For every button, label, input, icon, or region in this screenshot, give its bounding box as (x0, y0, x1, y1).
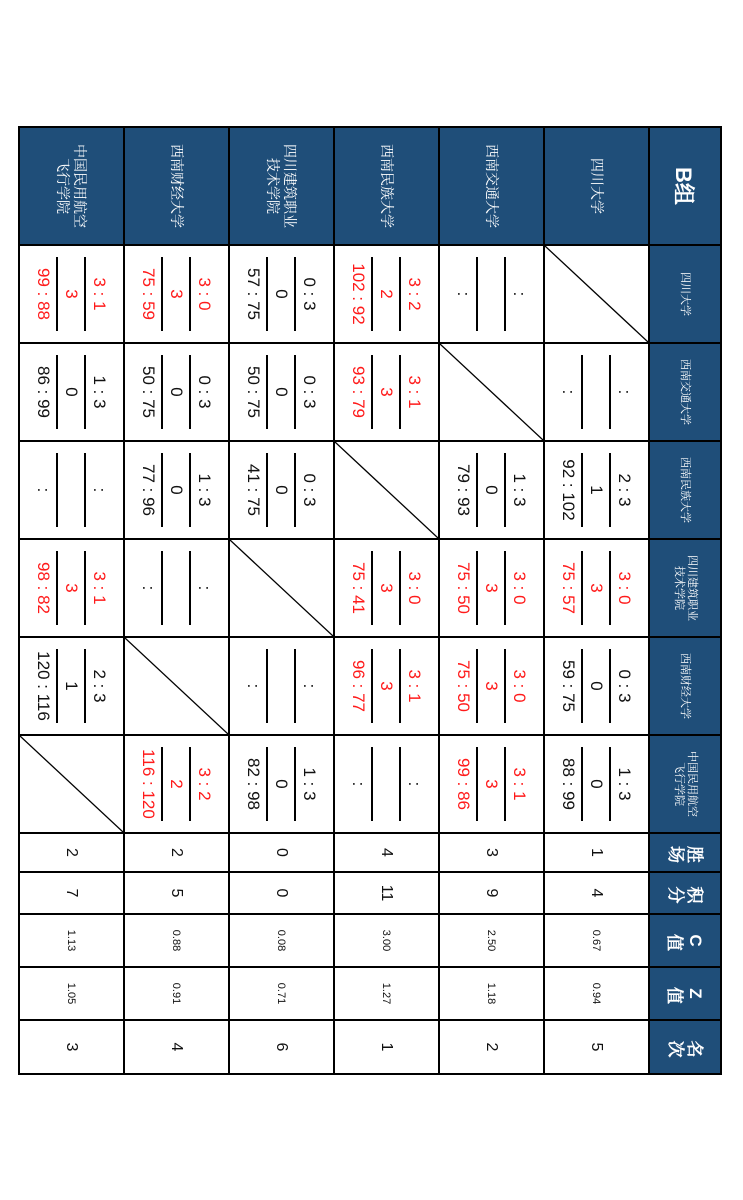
match-result (230, 442, 333, 538)
set-score: 3 : 1 (405, 669, 425, 703)
column-header-team (649, 735, 721, 833)
row-header-team: 西南交通大学 (439, 127, 544, 245)
match-result (125, 540, 228, 636)
match-result (230, 736, 333, 832)
match-result-cell (19, 637, 124, 735)
match-result-cell (544, 735, 649, 833)
diagonal-slash-icon (125, 638, 228, 734)
column-header-wins (649, 833, 721, 872)
stat-rank: 2 (439, 1020, 544, 1074)
stat-rank: 6 (229, 1020, 334, 1074)
divider-line (295, 355, 297, 429)
set-score: 0 : 3 (615, 669, 635, 703)
divider-line (267, 355, 269, 429)
match-points: 3 (482, 779, 502, 789)
point-score: 120 : 116 (34, 651, 54, 721)
point-score: 82 : 98 (244, 758, 264, 810)
divider-line (477, 649, 479, 723)
column-header-label: 胜场 (666, 843, 704, 862)
stat-z-value: 0.91 (124, 967, 229, 1020)
match-points: 0 (482, 485, 502, 495)
divider-line (372, 257, 374, 331)
divider-line (372, 649, 374, 723)
divider-line (400, 551, 402, 625)
match-result (20, 638, 123, 734)
column-header-label: Z值 (665, 984, 705, 1003)
match-result-cell (544, 539, 649, 637)
divider-line (162, 257, 164, 331)
match-points: 1 (587, 485, 607, 495)
set-score: : (405, 781, 425, 787)
column-header-team: 西南财经大学 (649, 637, 721, 735)
match-points: 3 (482, 583, 502, 593)
match-result-cell (124, 245, 229, 343)
set-score: 1 : 3 (300, 767, 320, 801)
column-header-team (649, 539, 721, 637)
divider-line (295, 453, 297, 527)
stat-points: 9 (439, 872, 544, 914)
group-standings-sheet (21, 126, 722, 1073)
divider-line (400, 257, 402, 331)
row-header-line: 四川建筑职业 (282, 144, 299, 228)
column-header-team: 四川大学 (649, 245, 721, 343)
set-score: : (510, 291, 530, 297)
match-result (20, 246, 123, 342)
divider-line (57, 355, 59, 429)
divider-line (190, 747, 192, 821)
match-points: 0 (272, 779, 292, 789)
divider-line (505, 747, 507, 821)
stat-wins: 2 (19, 833, 124, 872)
divider-line (162, 355, 164, 429)
match-result (545, 442, 648, 538)
match-result (20, 442, 123, 538)
divider-line (477, 747, 479, 821)
match-result (335, 736, 438, 832)
stat-wins: 1 (544, 833, 649, 872)
match-result-cell (544, 637, 649, 735)
point-score: 50 : 75 (244, 366, 264, 418)
set-score: 3 : 1 (90, 277, 110, 311)
match-points: 2 (167, 779, 187, 789)
team-row (19, 127, 124, 1074)
point-score: 59 : 75 (559, 660, 579, 712)
self-match-cell (124, 637, 229, 735)
match-result (335, 344, 438, 440)
match-result-cell (19, 441, 124, 539)
divider-line (295, 747, 297, 821)
point-score: 99 : 88 (34, 268, 54, 320)
stat-wins: 4 (334, 833, 439, 872)
set-score: 0 : 3 (300, 375, 320, 409)
row-header-team (19, 127, 124, 245)
set-score: 3 : 2 (405, 277, 425, 311)
point-score: 98 : 82 (34, 562, 54, 614)
stat-wins: 0 (229, 833, 334, 872)
self-match-cell (439, 343, 544, 441)
stat-z-value: 1.05 (19, 967, 124, 1020)
divider-line (505, 453, 507, 527)
divider-line (505, 551, 507, 625)
match-points: 3 (377, 681, 397, 691)
column-header-rank (649, 1020, 721, 1074)
set-score: : (615, 389, 635, 395)
point-score: 77 : 96 (139, 464, 159, 516)
match-result (230, 638, 333, 734)
column-header-label: C值 (665, 931, 705, 950)
stat-c-value: 0.88 (124, 914, 229, 967)
column-header-team: 西南民族大学 (649, 441, 721, 539)
match-result-cell (229, 735, 334, 833)
divider-line (477, 453, 479, 527)
divider-line (162, 747, 164, 821)
match-points: 3 (377, 387, 397, 397)
set-score: 2 : 3 (90, 669, 110, 703)
match-result (20, 344, 123, 440)
set-score: 0 : 3 (300, 473, 320, 507)
divider-line (85, 649, 87, 723)
point-score: 99 : 86 (454, 758, 474, 810)
stat-z-value: 0.94 (544, 967, 649, 1020)
divider-line (85, 551, 87, 625)
row-header-team: 西南民族大学 (334, 127, 439, 245)
stat-points: 7 (19, 872, 124, 914)
diagonal-slash-icon (335, 442, 438, 538)
divider-line (190, 257, 192, 331)
column-header-line: 飞行学院 (673, 762, 685, 806)
point-score: 93 : 79 (349, 366, 369, 418)
match-result-cell (229, 245, 334, 343)
match-result-cell (439, 539, 544, 637)
match-points: 3 (587, 583, 607, 593)
divider-line (267, 257, 269, 331)
set-score: 3 : 1 (510, 767, 530, 801)
match-result-cell (334, 735, 439, 833)
set-score: 1 : 3 (615, 767, 635, 801)
stat-c-value: 0.67 (544, 914, 649, 967)
divider-line (582, 453, 584, 527)
row-header-team: 四川大学 (544, 127, 649, 245)
column-header-c-value (649, 914, 721, 967)
match-result (545, 540, 648, 636)
divider-line (477, 551, 479, 625)
stat-wins: 3 (439, 833, 544, 872)
divider-line (162, 453, 164, 527)
team-row (334, 127, 439, 1074)
point-score: 75 : 59 (139, 268, 159, 320)
match-result (335, 246, 438, 342)
divider-line (190, 355, 192, 429)
match-points: 2 (377, 289, 397, 299)
match-result (440, 638, 543, 734)
match-result-cell (544, 441, 649, 539)
point-score: 75 : 41 (349, 562, 369, 614)
divider-line (372, 355, 374, 429)
point-score: 79 : 93 (454, 464, 474, 516)
row-header-line: 中国民用航空 (72, 144, 89, 228)
stat-z-value: 1.27 (334, 967, 439, 1020)
row-header-team (229, 127, 334, 245)
point-score: 102 : 92 (349, 263, 369, 325)
point-score: 57 : 75 (244, 268, 264, 320)
match-result-cell (439, 441, 544, 539)
column-header-label: 名次 (666, 1037, 704, 1057)
divider-line (582, 649, 584, 723)
match-result (440, 246, 543, 342)
match-points: 0 (62, 387, 82, 397)
divider-line (295, 257, 297, 331)
divider-line (190, 551, 192, 625)
match-result-cell (334, 343, 439, 441)
divider-line (505, 257, 507, 331)
divider-line (477, 257, 479, 331)
set-score: 1 : 3 (195, 473, 215, 507)
stat-c-value: 1.13 (19, 914, 124, 967)
point-score: : (349, 781, 369, 787)
match-result-cell (229, 343, 334, 441)
match-result (545, 736, 648, 832)
stat-c-value: 3.00 (334, 914, 439, 967)
stat-rank: 1 (334, 1020, 439, 1074)
match-result (440, 442, 543, 538)
match-result-cell (439, 637, 544, 735)
stat-points: 11 (334, 872, 439, 914)
divider-line (57, 453, 59, 527)
point-score: : (34, 487, 54, 493)
match-result (125, 246, 228, 342)
point-score: 41 : 75 (244, 464, 264, 516)
stat-c-value: 2.50 (439, 914, 544, 967)
match-result (335, 540, 438, 636)
stat-rank: 4 (124, 1020, 229, 1074)
point-score: : (244, 683, 264, 689)
column-header-line: 四川建筑职业 (686, 555, 698, 621)
point-score: 86 : 99 (34, 366, 54, 418)
divider-line (162, 551, 164, 625)
set-score: : (90, 487, 110, 493)
column-header-line: 技术学院 (673, 566, 685, 610)
diagonal-slash-icon (545, 246, 648, 342)
set-score: 3 : 0 (510, 571, 530, 605)
point-score: 50 : 75 (139, 366, 159, 418)
group-label: B组 (649, 127, 721, 245)
stat-points: 5 (124, 872, 229, 914)
match-result (125, 736, 228, 832)
match-result (335, 638, 438, 734)
match-result-cell (124, 343, 229, 441)
divider-line (505, 649, 507, 723)
match-result-cell (334, 245, 439, 343)
divider-line (372, 551, 374, 625)
set-score: 1 : 3 (510, 473, 530, 507)
match-points: 0 (167, 387, 187, 397)
divider-line (85, 453, 87, 527)
set-score: 3 : 1 (90, 571, 110, 605)
match-points: 0 (272, 387, 292, 397)
row-header-line: 技术学院 (265, 158, 282, 214)
point-score: 116 : 120 (139, 749, 159, 819)
match-result (230, 246, 333, 342)
match-result-cell (124, 539, 229, 637)
point-score: 75 : 50 (454, 562, 474, 614)
match-result-cell (334, 637, 439, 735)
match-result-cell (19, 245, 124, 343)
match-result-cell (334, 539, 439, 637)
match-points: 3 (62, 583, 82, 593)
set-score: 0 : 3 (300, 277, 320, 311)
divider-line (85, 355, 87, 429)
match-result (545, 344, 648, 440)
header-row (649, 127, 721, 1074)
divider-line (582, 747, 584, 821)
team-row (229, 127, 334, 1074)
match-points: 0 (587, 779, 607, 789)
diagonal-slash-icon (230, 540, 333, 636)
divider-line (295, 649, 297, 723)
divider-line (400, 747, 402, 821)
point-score: 75 : 57 (559, 562, 579, 614)
point-score: 75 : 50 (454, 660, 474, 712)
divider-line (610, 747, 612, 821)
self-match-cell (334, 441, 439, 539)
match-points: 3 (377, 583, 397, 593)
match-result-cell (439, 735, 544, 833)
stat-rank: 5 (544, 1020, 649, 1074)
set-score: 0 : 3 (195, 375, 215, 409)
match-result-cell (124, 441, 229, 539)
divider-line (57, 649, 59, 723)
stat-c-value: 0.08 (229, 914, 334, 967)
divider-line (267, 747, 269, 821)
match-result (440, 736, 543, 832)
self-match-cell (19, 735, 124, 833)
set-score: 3 : 1 (405, 375, 425, 409)
match-result-cell (19, 343, 124, 441)
point-score: 96 : 77 (349, 660, 369, 712)
match-points: 3 (167, 289, 187, 299)
match-result (125, 442, 228, 538)
divider-line (582, 551, 584, 625)
row-header-team: 西南财经大学 (124, 127, 229, 245)
divider-line (85, 257, 87, 331)
divider-line (610, 453, 612, 527)
set-score: 3 : 0 (195, 277, 215, 311)
divider-line (400, 355, 402, 429)
stat-rank: 3 (19, 1020, 124, 1074)
stat-z-value: 0.71 (229, 967, 334, 1020)
set-score: 3 : 0 (510, 669, 530, 703)
match-result (230, 344, 333, 440)
match-points: 0 (167, 485, 187, 495)
set-score: 3 : 0 (405, 571, 425, 605)
stat-z-value: 1.18 (439, 967, 544, 1020)
self-match-cell (229, 539, 334, 637)
set-score: 3 : 0 (615, 571, 635, 605)
column-header-z-value (649, 967, 721, 1020)
match-result-cell (439, 245, 544, 343)
match-points: 3 (62, 289, 82, 299)
divider-line (582, 355, 584, 429)
stat-points: 4 (544, 872, 649, 914)
match-points: 3 (482, 681, 502, 691)
set-score: 3 : 2 (195, 767, 215, 801)
set-score: 1 : 3 (90, 375, 110, 409)
column-header-label: 积分 (666, 883, 704, 903)
row-header-line: 飞行学院 (55, 158, 72, 214)
set-score: : (300, 683, 320, 689)
team-row (439, 127, 544, 1074)
team-row (124, 127, 229, 1074)
point-score: : (559, 389, 579, 395)
self-match-cell (544, 245, 649, 343)
match-result (545, 638, 648, 734)
match-points: 1 (62, 681, 82, 691)
set-score: : (195, 585, 215, 591)
divider-line (610, 551, 612, 625)
team-row (544, 127, 649, 1074)
set-score: 2 : 3 (615, 473, 635, 507)
divider-line (372, 747, 374, 821)
match-points: 0 (587, 681, 607, 691)
match-result (440, 540, 543, 636)
diagonal-slash-icon (20, 736, 123, 832)
standings-table (18, 126, 722, 1075)
match-result-cell (229, 441, 334, 539)
divider-line (57, 551, 59, 625)
diagonal-slash-icon (440, 344, 543, 440)
match-result (125, 344, 228, 440)
divider-line (267, 453, 269, 527)
divider-line (400, 649, 402, 723)
match-points: 0 (272, 289, 292, 299)
divider-line (610, 649, 612, 723)
stat-points: 0 (229, 872, 334, 914)
point-score: 92 : 102 (559, 459, 579, 521)
match-result (20, 540, 123, 636)
match-result-cell (19, 539, 124, 637)
point-score: : (139, 585, 159, 591)
match-points: 0 (272, 485, 292, 495)
divider-line (190, 453, 192, 527)
match-result-cell (229, 637, 334, 735)
point-score: : (454, 291, 474, 297)
match-result-cell (544, 343, 649, 441)
divider-line (610, 355, 612, 429)
match-result-cell (124, 735, 229, 833)
divider-line (267, 649, 269, 723)
stat-wins: 2 (124, 833, 229, 872)
column-header-team: 西南交通大学 (649, 343, 721, 441)
column-header-line: 中国民用航空 (686, 751, 698, 817)
column-header-points (649, 872, 721, 914)
point-score: 88 : 99 (559, 758, 579, 810)
divider-line (57, 257, 59, 331)
